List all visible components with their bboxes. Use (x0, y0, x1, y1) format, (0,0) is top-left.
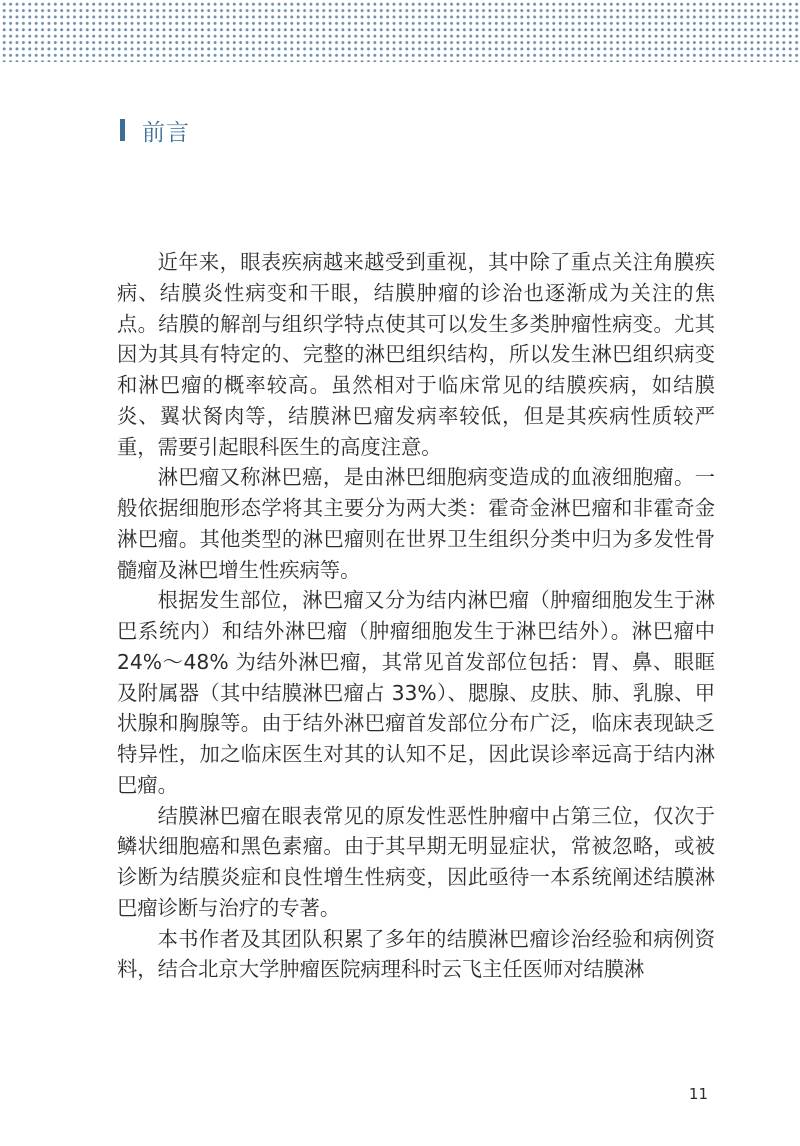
paragraph-2: 淋巴瘤又称淋巴癌，是由淋巴细胞病变造成的血液细胞瘤。一般依据细胞形态学将其主要分为两大类：霍奇金淋巴瘤和非霍奇金淋巴瘤。其他类型的淋巴瘤则在世界卫生组织分类中归为多发性骨髓瘤及淋巴增生性疾病等。 (117, 465, 715, 582)
paragraph-5: 本书作者及其团队积累了多年的结膜淋巴瘤诊治经验和病例资料，结合北京大学肿瘤医院病理科时云飞主任医师对结膜淋 (117, 926, 715, 982)
paragraph-1: 近年来，眼表疾病越来越受到重视，其中除了重点关注角膜疾病、结膜炎性病变和干眼，结膜肿瘤的诊治也逐渐成为关注的焦点。结膜的解剖与组织学特点使其可以发生多类肿瘤性病变。尤其因为其具有特定的、完整的淋巴组织结构，所以发生淋巴组织病变和淋巴瘤的概率较高。虽然相对于临床常见的结膜疾病，如结膜炎、翼状胬肉等，结膜淋巴瘤发病率较低，但是其疾病性质较严重，需要引起眼科医生的高度注意。 (117, 250, 715, 459)
page-title: 前言 (142, 119, 190, 146)
dotted-header-band (0, 0, 800, 62)
heading-accent-bar (120, 119, 125, 141)
paragraph-4: 结膜淋巴瘤在眼表常见的原发性恶性肿瘤中占第三位，仅次于鳞状细胞癌和黑色素瘤。由于其早期无明显症状，常被忽略，或被诊断为结膜炎症和良性增生性病变，因此亟待一本系统阐述结膜淋巴瘤诊断与治疗的专著。 (117, 803, 715, 920)
paragraph-3: 根据发生部位，淋巴瘤又分为结内淋巴瘤（肿瘤细胞发生于淋巴系统内）和结外淋巴瘤（肿瘤细胞发生于淋巴结外）。淋巴瘤中 24%～48% 为结外淋巴瘤，其常见首发部位包括：胃、鼻、眼眶及附属器（其中结膜淋巴瘤占 33%）、腮腺、皮肤、肺、乳腺、甲状腺和胸腺等。由于结外淋巴瘤首发部位分布广泛，临床表现缺乏特异性，加之临床医生对其的认知不足，因此误诊率远高于结内淋巴瘤。 (117, 588, 715, 797)
body-text (117, 247, 715, 985)
page-number: 11 (688, 1085, 708, 1103)
section-heading (120, 113, 190, 147)
